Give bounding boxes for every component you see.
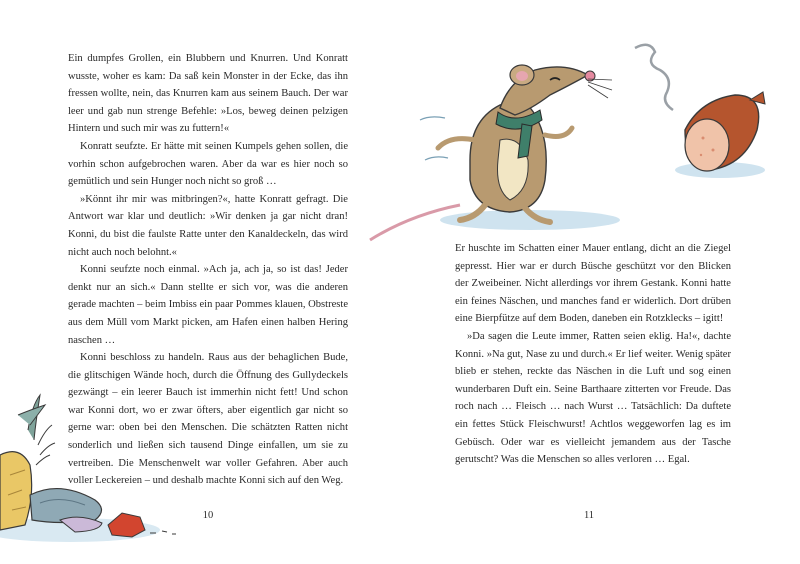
paragraph: Er huschte im Schatten einer Mauer entlang, dicht an die Ziegel gepresst. Hier war er durch Büsche geschützt vor den Blicken der Zweibeiner. Nicht allerdings vor ihrem Gestank. Konni hatte ein feines Näschen, und manches fand er widerlich. Dort drüben eine Bierpfütze auf dem Boden, daneben ein Rotzklecks – igitt! (455, 243, 731, 325)
trash-heap-illustration (0, 385, 185, 555)
right-page (400, 0, 800, 564)
paragraph: Konni seufzte noch einmal. »Ach ja, ach ja, so ist das! Jeder denkt nur an sich.« Dann stellte er sich vor, was die anderen gerade machten – beim Imbiss ein paar Pommes klauen, Obstreste aus dem Müll vom Markt picken, am Hafen einen halben Hering naschen … (68, 264, 348, 346)
paragraph: Ein dumpfes Grollen, ein Blubbern und Knurren. Und Konratt wusste, woher es kam: Da saß kein Monster in der Ecke, das ihn fressen wollte, nein, das Knurren kam aus seinem Bauch. Der war leer und gab nun strenge Befehle: »Los, beweg deinen pelzigen Hintern und such mir was zu futtern!« (68, 53, 348, 135)
right-page-text (455, 240, 731, 469)
page-number: 10 (202, 510, 214, 521)
paragraph: »Könnt ihr mir was mitbringen?«, hatte Konratt gefragt. Die Antwort war klar und deutlich: »Wir denken ja gar nicht dran! Konni, du bist die faulste Ratte unter den Kanaldeckeln, das wird nicht auch noch belohnt.« (68, 193, 348, 258)
paragraph: »Da sagen die Leute immer, Ratten seien eklig. Ha!«, dachte Konni. »Na gut, Nase zu und durch.« Er lief weiter. Wenig später blieb er stehen, reckte das Näschen in die Luft und sog einen wunderbaren Duft ein. Seine Barthaare zitterten vor Freude. Das roch nach … Fleisch … nach Wurst … Tatsächlich: Da duftete ein fettes Stück Fleischwurst! Achtlos weggeworfen lag es im Gebüsch. Oder war es vielleicht jemandem aus der Tasche gerutscht? Was die Menschen so alles verloren … Egal. (455, 330, 731, 466)
page-number: 11 (583, 510, 595, 521)
paragraph: Konni beschloss zu handeln. Raus aus der behaglichen Bude, die glitschigen Wände hoch, durch die Öffnung des Gullydeckels gezwängt – ein leerer Bauch ist immerhin nicht fett! Und schon war Konni dort, wo er zwar öfters, aber eigentlich gar nicht so gerne war: oben bei den Menschen. Die schätzten Ratten nicht sonderlich und ließen sich tausend Dinge einfallen, um sie zu vertreiben. Die Menschenwelt war voller Gefahren. Aber auch voller Leckereien – und deshalb machte Konni sich auf den Weg. (68, 352, 348, 487)
sausage-illustration (625, 40, 775, 185)
paragraph: Konratt seufzte. Er hätte mit seinen Kumpels gehen sollen, die vorhin schon aufgebrochen waren. Aber da war es hier noch so gemütlich und sein Hunger noch nicht so groß … (68, 140, 348, 188)
